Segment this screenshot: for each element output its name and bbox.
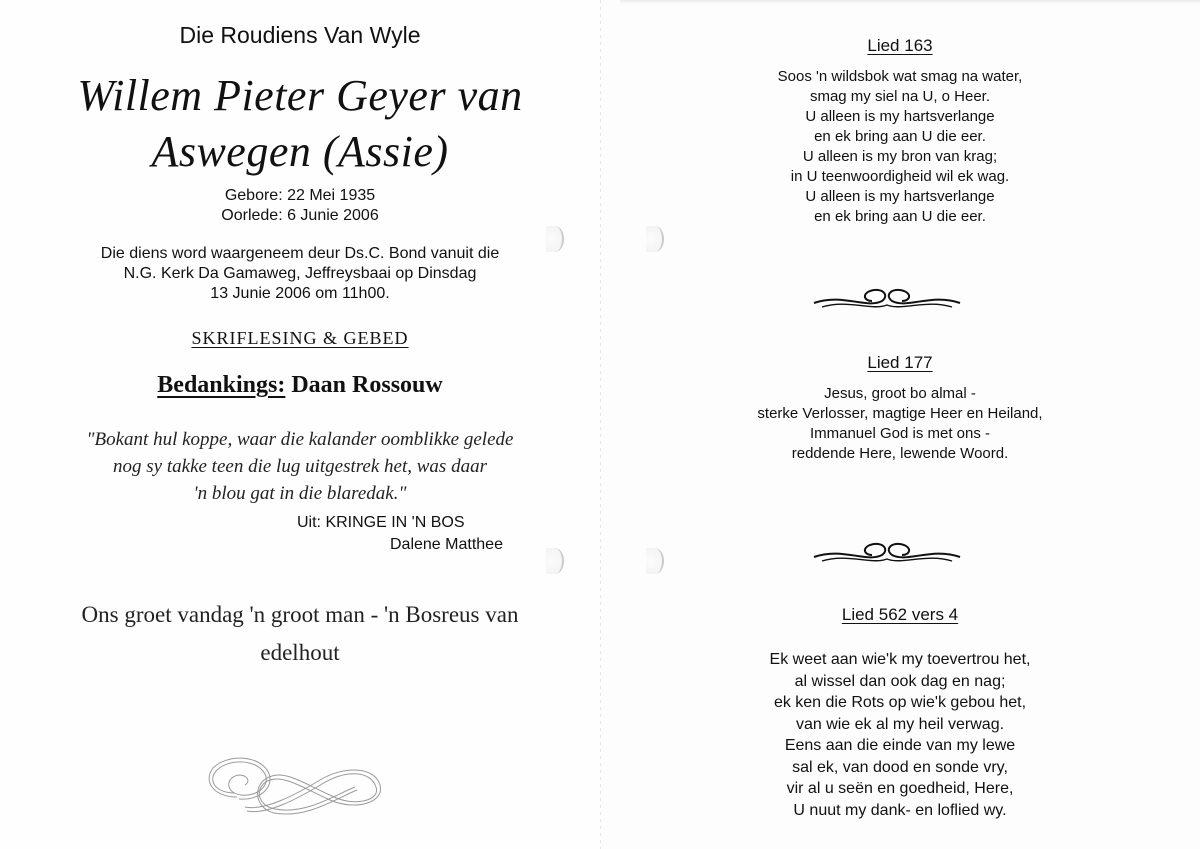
lyric-line: vir al u seën en goedheid, Here,	[786, 780, 1014, 797]
lyric-line: en ek bring aan U die eer.	[814, 128, 986, 145]
lyric-line: Immanuel God is met ons -	[809, 425, 991, 442]
hymn-title-text: Lied 562 vers 4	[841, 605, 959, 624]
tribute-line: edelhout	[260, 640, 340, 665]
lyric-line: sal ek, van dood en sonde vry,	[792, 758, 1008, 776]
lyric-line: U alleen is my bron van krag;	[802, 148, 998, 165]
death-date: Oorlede: 6 Junie 2006	[221, 207, 379, 224]
thanks-name: Daan Rossouw	[291, 372, 443, 398]
lyric-line: U alleen is my hartsverlange	[805, 188, 995, 205]
deceased-name-line-2: Aswegen (Assie)	[151, 127, 449, 176]
lyric-line: U nuut my dank- en loflied wy.	[793, 801, 1007, 819]
lyric-line: reddende Here, lewende Woord.	[791, 445, 1009, 462]
lyric-line: in U teenwoordigheid wil ek wag.	[790, 168, 1010, 185]
lyric-line: smag my siel na U, o Heer.	[809, 88, 991, 105]
service-line: Die diens word waargeneem deur Ds.C. Bond vanuit die	[100, 245, 500, 262]
hymn-title	[600, 353, 1200, 373]
reading-heading-text: SKRIFLESING & GEBED	[191, 328, 409, 348]
lyric-line: en ek bring aan U die eer.	[814, 208, 986, 225]
lyric-line: Jesus, groot bo almal -	[824, 385, 976, 402]
punch-hole-icon	[546, 548, 564, 574]
punch-hole-icon	[646, 548, 664, 574]
service-details	[0, 244, 600, 304]
quote-author: Dalene Matthee	[390, 536, 503, 553]
life-dates	[0, 186, 600, 226]
lyric-line: Soos 'n wildsbok wat smag na water,	[777, 68, 1023, 85]
hymn-title	[600, 36, 1200, 56]
deceased-name-line-1: Willem Pieter Geyer van	[77, 71, 523, 120]
hymn-lyrics	[600, 67, 1200, 227]
hymn-lyrics	[600, 384, 1200, 464]
birth-date: Gebore: 22 Mei 1935	[224, 187, 376, 204]
hymn-title-text: Lied 177	[867, 353, 933, 372]
quote-line: nog sy takke teen die lug uitgestrek het, was daar	[113, 456, 487, 477]
quote	[30, 426, 570, 507]
hymn-lyrics	[600, 649, 1200, 821]
scroll-divider-icon	[812, 537, 962, 567]
quote-line: "Bokant hul koppe, waar die kalander oomblikke gelede	[86, 429, 514, 450]
service-line: N.G. Kerk Da Gamaweg, Jeffreysbaai op Dinsdag	[123, 265, 477, 282]
right-page	[600, 0, 1200, 849]
lyric-line: ek ken die Rots op wie'k gebou het,	[773, 694, 1027, 711]
quote-source: Uit: KRINGE IN 'N BOS	[297, 514, 465, 531]
thanks-line	[0, 372, 600, 399]
hymn-title-text: Lied 163	[867, 36, 933, 55]
lyric-line: al wissel dan ook dag en nag;	[794, 672, 1006, 690]
service-title: Die Roudiens Van Wyle	[179, 22, 421, 48]
lyric-line: Ek weet aan wie'k my toevertrou het,	[769, 651, 1031, 668]
lyric-line: van wie ek al my heil verwag.	[795, 715, 1005, 733]
hymn-title	[600, 605, 1200, 625]
thanks-label: Bedankings:	[157, 372, 286, 398]
quote-line: 'n blou gat in die blaredak."	[193, 483, 407, 504]
tribute	[20, 596, 580, 672]
scroll-divider-icon	[812, 283, 962, 313]
tribute-line: Ons groet vandag 'n groot man - 'n Bosreus van	[81, 602, 519, 627]
lyric-line: U alleen is my hartsverlange	[805, 108, 995, 125]
lyric-line: Eens aan die einde van my lewe	[784, 737, 1016, 754]
page-fold	[600, 0, 601, 849]
punch-hole-icon	[546, 226, 564, 252]
punch-hole-icon	[646, 226, 664, 252]
swirl-flourish-icon	[195, 735, 395, 825]
reading-heading	[0, 328, 600, 349]
scan-edge-shadow	[620, 0, 1200, 4]
lyric-line: sterke Verlosser, magtige Heer en Heiland,	[757, 405, 1043, 422]
service-line: 13 Junie 2006 om 11h00.	[210, 285, 390, 302]
